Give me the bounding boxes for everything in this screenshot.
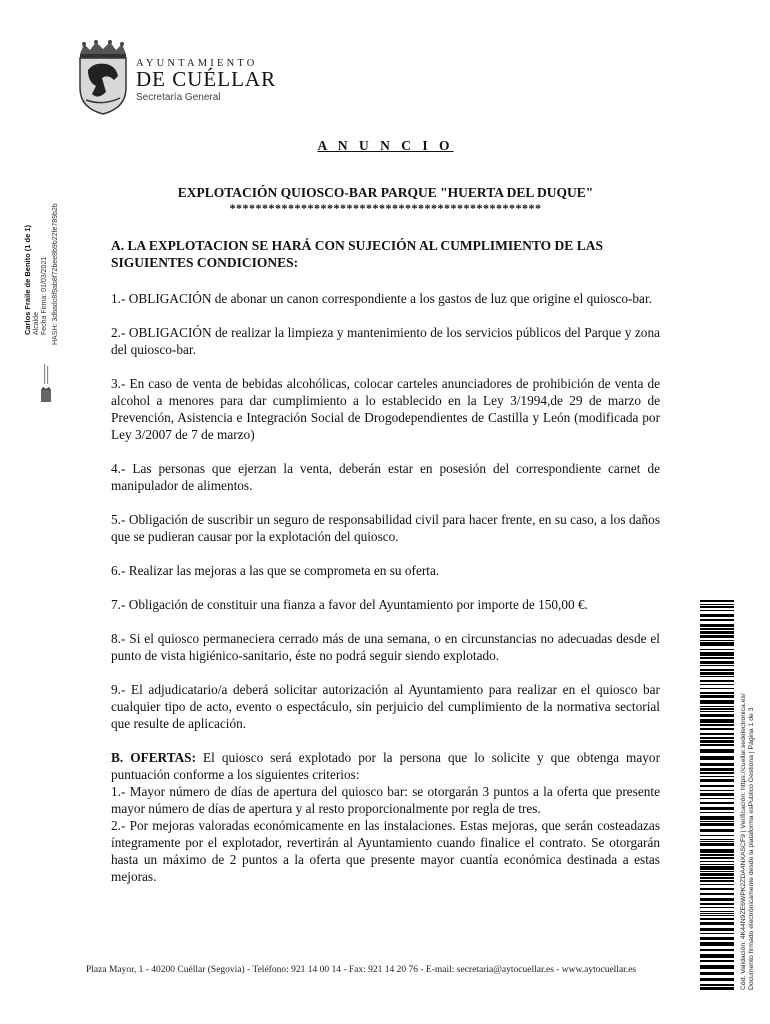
barcode-bar: [700, 949, 734, 951]
condition-1: 1.- OBLIGACIÓN de abonar un canon correspondiente a los gastos de luz que origine el quiosco-bar.: [111, 291, 652, 306]
organization-header: [136, 58, 276, 103]
barcode-bar: [700, 706, 734, 707]
footer-address: Plaza Mayor, 1 - 40200 Cuéllar (Segovia) - Teléfono: 921 14 00 14 - Fax: 921 14 20 76 - E-mail: secretaria@aytocuellar.es - www.aytocuellar.es: [86, 965, 637, 975]
barcode-bar: [700, 711, 734, 712]
barcode-bar: [700, 839, 734, 840]
barcode-bar: [700, 933, 734, 934]
barcode-bar: [700, 772, 734, 774]
barcode-bar: [700, 640, 734, 641]
barcode-bar: [700, 937, 734, 940]
barcode-bar: [700, 984, 734, 986]
barcode-bar: [700, 665, 734, 666]
barcode-bar: [700, 978, 734, 981]
barcode-bar: [700, 918, 734, 920]
barcode-bar: [700, 835, 734, 836]
barcode-bar: [700, 861, 734, 862]
barcode-bar: [700, 756, 734, 760]
barcode-bar: [700, 802, 734, 804]
org-department: Secretaría General: [136, 92, 221, 103]
barcode-bar: [700, 737, 734, 739]
barcode-bar: [700, 688, 734, 689]
document-heading: A N U N C I O: [317, 138, 454, 153]
barcode-bar: [700, 619, 734, 621]
barcode-bar: [700, 821, 734, 822]
barcode-bar: [700, 877, 734, 879]
barcode-bar: [700, 793, 734, 796]
barcode-bar: [700, 724, 734, 726]
barcode-bar: [700, 884, 734, 885]
barcode-bar: [700, 719, 734, 723]
coat-of-arms-logo: [72, 40, 134, 116]
section-b-intro: [111, 749, 660, 783]
org-line-1: AYUNTAMIENTO: [136, 58, 258, 69]
signature-text: [24, 195, 50, 335]
barcode-bar: [700, 972, 734, 975]
barcode-bar: [700, 657, 734, 659]
barcode-bar: [700, 614, 734, 617]
barcode-bar: [700, 642, 734, 646]
mini-coat-of-arms-icon: [39, 360, 53, 406]
section-b-label: B. OFERTAS:: [111, 750, 197, 765]
document-title: EXPLOTACIÓN QUIOSCO-BAR PARQUE "HUERTA DEL DUQUE": [177, 185, 594, 200]
barcode-bar: [700, 812, 734, 813]
barcode-bar: [700, 672, 734, 675]
barcode-bar: [700, 779, 734, 782]
barcode-bar: [700, 864, 734, 865]
barcode-bar: [700, 600, 734, 602]
barcode-bar: [700, 857, 734, 859]
barcode-bar: [700, 684, 734, 685]
condition-3: 3.- En caso de venta de bebidas alcohólicas, colocar carteles anunciadores de prohibición de venta de alcohol a menores para dar cumplimiento a lo establecido en la Ley 3/1994,de 29 de marzo de Prevención, Asistencia e Integración Social de Drogodependientes de Castilla y León (modificada por Ley 3/2007 de 7 de marzo): [111, 376, 660, 442]
barcode-bar: [700, 631, 734, 634]
signature-date: Fecha Firma: 01/03/2021: [41, 256, 48, 335]
barcode-bar: [700, 880, 734, 882]
barcode-bar: [700, 854, 734, 856]
barcode-bar: [700, 807, 734, 810]
signer-name: Carlos Fraile de Benito (1 de 1): [23, 224, 32, 335]
barcode-bar: [700, 740, 734, 743]
condition-2: 2.- OBLIGACIÓN de realizar la limpieza y mantenimiento de los servicios públicos del Parque y zona del quiosco-bar.: [111, 325, 660, 357]
barcode-bar: [700, 823, 734, 826]
barcode-bar: [700, 866, 734, 870]
barcode-bar: [700, 913, 734, 914]
signature-hash: HASH: 3dbadc8f9ab8f72bee8b9b22fe789b2b: [52, 203, 59, 345]
barcode-bar: [700, 829, 734, 832]
barcode-bar: [700, 714, 734, 717]
barcode-bar: [700, 733, 734, 735]
barcode-bar: [700, 680, 734, 682]
barcode-bar: [700, 960, 734, 962]
barcode-bar: [700, 903, 734, 905]
barcode-bar: [700, 907, 734, 908]
barcode-bar: [700, 661, 734, 664]
section-b-text: El quiosco será explotado por la persona que lo solicite y que obtenga mayor puntuación conforme a los siguientes criterios:: [111, 750, 661, 782]
barcode-bar: [700, 628, 734, 630]
barcode-bar: [700, 873, 734, 876]
barcode-bar: [700, 888, 734, 890]
condition-9: 9.- El adjudicatario/a deberá solicitar autorización al Ayuntamiento para realizar en el quiosco bar cualquier tipo de acto, evento o espectáculo, sin perjuicio del cumplimiento de la normativa sectorial que resulte de aplicación.: [111, 682, 660, 731]
barcode-bar: [700, 700, 734, 704]
validation-barcode: [700, 600, 734, 990]
barcode-bar: [700, 871, 734, 872]
barcode-bar: [700, 915, 734, 916]
barcode-bar: [700, 635, 734, 638]
barcode-bar: [700, 911, 734, 912]
condition-7: 7.- Obligación de constituir una fianza a favor del Ayuntamiento por importe de 150,00 €.: [111, 597, 588, 612]
barcode-bar: [700, 763, 734, 766]
barcode-bar: [700, 695, 734, 698]
barcode-bar: [700, 922, 734, 925]
barcode-bar: [700, 744, 734, 746]
barcode-bar: [700, 728, 734, 730]
barcode-bar: [700, 649, 734, 650]
verification-text: [740, 693, 756, 990]
title-separator: ************************************************: [229, 201, 542, 215]
barcode-bar: [700, 790, 734, 791]
barcode-bar: [700, 669, 734, 671]
barcode-bar: [700, 610, 734, 611]
barcode-bar: [700, 893, 734, 895]
signer-role: Alcalde: [32, 312, 40, 335]
condition-5: 5.- Obligación de suscribir un seguro de responsabilidad civil para hacer frente, en su caso, a los daños que se pudieran causar por la explotación del quiosco.: [111, 512, 660, 544]
criterion-1: 1.- Mayor número de días de apertura del quiosco bar: se otorgarán 3 puntos a la oferta que presente mayor número de días de apertura y al resto proporcionalmente por regla de tres.: [111, 784, 660, 816]
barcode-bar: [700, 942, 734, 946]
document-body: [111, 137, 660, 885]
barcode-bar: [700, 954, 734, 958]
barcode-bar: [700, 708, 734, 710]
barcode-bar: [700, 843, 734, 846]
barcode-bar: [700, 849, 734, 853]
barcode-bar: [700, 692, 734, 694]
barcode-bar: [700, 604, 734, 605]
barcode-bar: [700, 798, 734, 799]
barcode-bar: [700, 785, 734, 787]
barcode-bar: [700, 768, 734, 771]
org-name: DE CUÉLLAR: [136, 67, 277, 91]
barcode-bar: [700, 928, 734, 931]
verification-line-1: Cód. Validación: 4K44N9ZE6WPK2ZDA4NXASCF9 | Verificación: https://cuellar.sedelectronica.es/: [740, 693, 747, 990]
barcode-bar: [700, 841, 734, 842]
barcode-bar: [700, 776, 734, 777]
section-a-heading: A. LA EXPLOTACION SE HARÁ CON SUJECIÓN AL CUMPLIMIENTO DE LAS SIGUIENTES CONDICIONES:: [111, 238, 603, 270]
verification-line-2: Documento firmado electrónicamente desde la plataforma esPublico Gestiona | Página 1 de 3: [748, 707, 755, 990]
barcode-bar: [700, 965, 734, 969]
barcode-bar: [700, 676, 734, 677]
barcode-bar: [700, 987, 734, 990]
condition-8: 8.- Si el quiosco permaneciera cerrado más de una semana, o en circunstancias no adecuadas desde el punto de vista higiénico-sanitario, éste no podrá seguir siendo explotado.: [111, 631, 660, 663]
barcode-bar: [700, 816, 734, 820]
condition-6: 6.- Realizar las mejoras a las que se comprometa en su oferta.: [111, 563, 440, 578]
barcode-bar: [700, 749, 734, 753]
condition-4: 4.- Las personas que ejerzan la venta, deberán estar en posesión del correspondiente carnet de manipulador de alimentos.: [111, 461, 660, 493]
criterion-2: 2.- Por mejoras valoradas económicamente en las instalaciones. Estas mejoras, que serán costeadazas íntegramente por el explotador, revertirán al Ayuntamiento cuando finalice el contrato. Se otorgarán hasta un máximo de 2 puntos a la oferta que presente mayor cuantía económica destinada a estas mejoras.: [111, 818, 660, 884]
barcode-bar: [700, 898, 734, 901]
barcode-bar: [700, 624, 734, 627]
barcode-bar: [700, 606, 734, 608]
barcode-bar: [700, 652, 734, 656]
